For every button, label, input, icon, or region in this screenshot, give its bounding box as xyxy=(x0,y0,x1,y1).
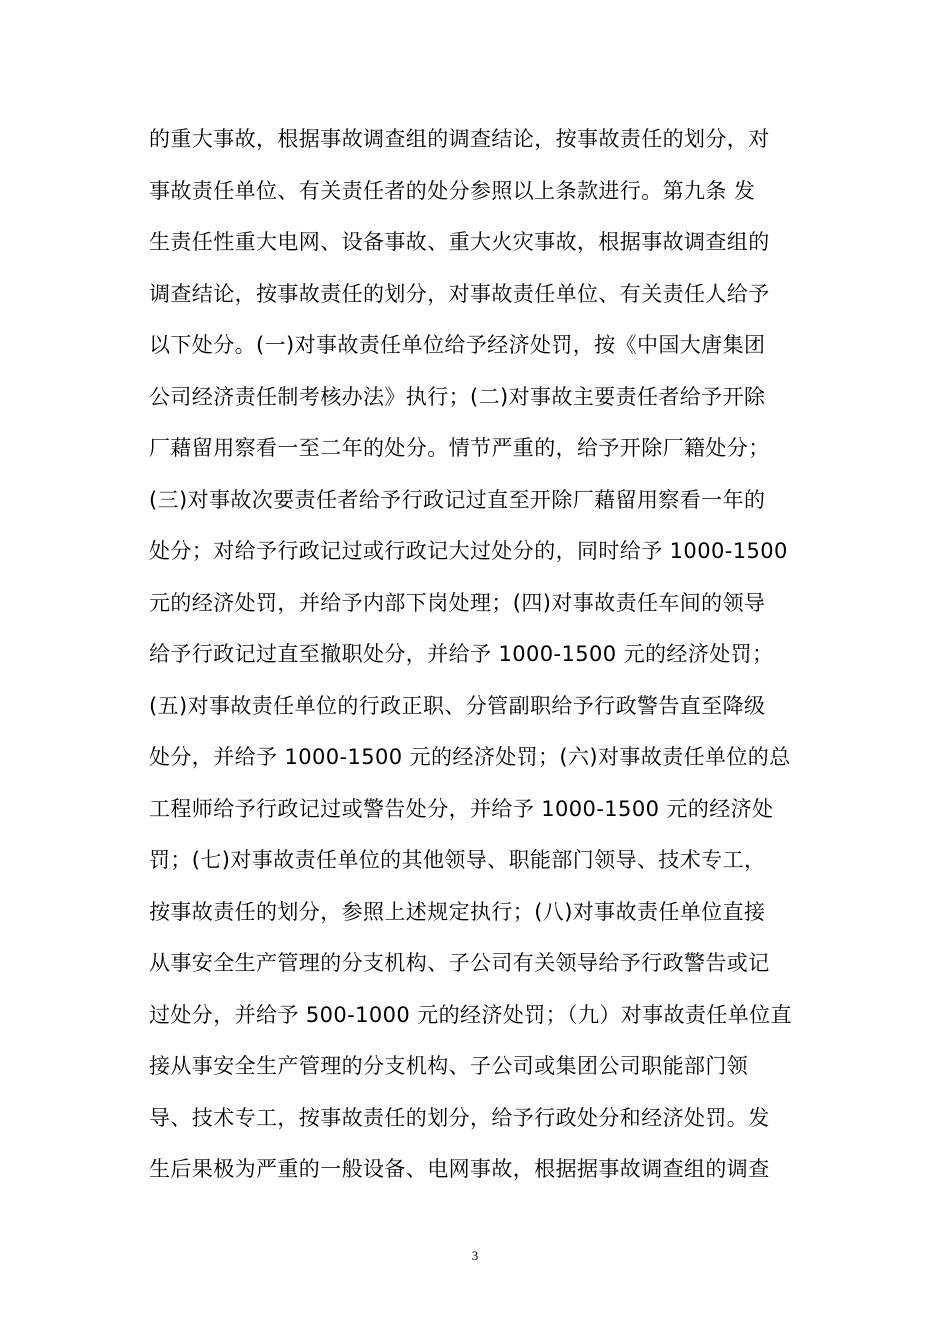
text-line: 的重大事故，根据事故调查组的调查结论，按事故责任的划分，对 xyxy=(149,127,770,151)
text-line: 处分，并给予 1000-1500 元的经济处罚；(六)对事故责任单位的总 xyxy=(149,745,791,769)
text-line: 罚；(七)对事故责任单位的其他领导、职能部门领导、技术专工， xyxy=(149,848,766,872)
text-line: 接从事安全生产管理的分支机构、子公司或集团公司职能部门领 xyxy=(149,1054,749,1078)
text-line: 工程师给予行政记过或警告处分，并给予 1000-1500 元的经济处 xyxy=(149,796,774,821)
text-line: 处分；对给予行政记过或行政记大过处分的，同时给予 1000-1500 xyxy=(149,539,788,563)
body-text xyxy=(149,114,809,1196)
text-line: 厂藉留用察看一至二年的处分。情节严重的，给予开除厂籍处分； xyxy=(149,436,770,460)
text-line: (三)对事故次要责任者给予行政记过直至开除厂藉留用察看一年的 xyxy=(149,487,766,512)
text-line: 从事安全生产管理的分支机构、子公司有关领导给予行政警告或记 xyxy=(149,951,770,975)
text-line: 生责任性重大电网、设备事故、重大火灾事故，根据事故调查组的 xyxy=(149,230,770,254)
text-line: 生后果极为严重的一般设备、电网事故，根据据事故调查组的调查 xyxy=(149,1157,770,1181)
text-line: 元的经济处罚，并给予内部下岗处理；(四)对事故责任车间的领导 xyxy=(149,590,766,615)
text-line: 过处分，并给予 500-1000 元的经济处罚；（九）对事故责任单位直 xyxy=(149,1002,792,1027)
text-line: 事故责任单位、有关责任者的处分参照以上条款进行。第九条 发 xyxy=(149,178,756,203)
text-line: 按事故责任的划分，参照上述规定执行；(八)对事故责任单位直接 xyxy=(149,899,766,924)
text-line: 以下处分。(一)对事故责任单位给予经济处罚，按《中国大唐集团 xyxy=(149,333,766,357)
text-line: 调查结论，按事故责任的划分，对事故责任单位、有关责任人给予 xyxy=(149,281,770,306)
page-number: 3 xyxy=(471,1248,479,1263)
text-line: 导、技术专工，按事故责任的划分，给予行政处分和经济处罚。发 xyxy=(149,1105,770,1130)
text-line: (五)对事故责任单位的行政正职、分管副职给予行政警告直至降级 xyxy=(149,693,766,718)
text-line: 给予行政记过直至撤职处分，并给予 1000-1500 元的经济处罚； xyxy=(149,642,774,666)
text-line: 公司经济责任制考核办法》执行；(二)对事故主要责任者给予开除 xyxy=(149,384,766,409)
